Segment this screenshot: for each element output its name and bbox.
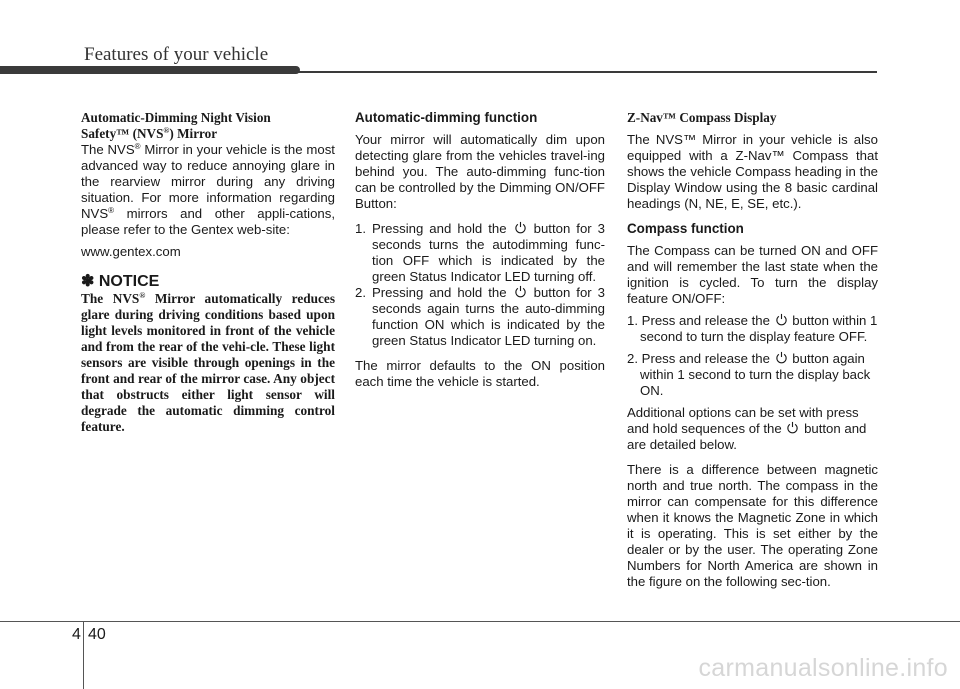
list-item: 2. Pressing and hold the button for 3 seconds again turns the auto-dimming function ON which is indicated by the green Status Indicator LED turning on. — [355, 285, 606, 348]
compass-options: Additional options can be set with press and hold sequences of the button and are detailed below. — [627, 405, 867, 452]
chapter-number: 4 — [72, 626, 81, 643]
auto-dimming-intro: Your mirror will automatically dim upon detecting glare from the vehicles travel-ing behind you. The auto-dimming func-tion can be controlled by the Dimming ON/OFF Button: — [355, 132, 605, 211]
power-button-icon — [514, 221, 527, 234]
auto-dimming-outro: The mirror defaults to the ON position each time the vehicle is started. — [355, 358, 605, 389]
footer-rule — [0, 621, 960, 622]
compass-steps — [627, 313, 878, 399]
header-rule — [296, 71, 877, 73]
nvs-heading: Automatic-Dimming Night Vision Safety™ (NVS®) Mirror — [81, 110, 271, 141]
header-title: Features of your vehicle — [84, 44, 269, 65]
power-button-icon — [775, 351, 788, 364]
column-compass — [627, 110, 878, 590]
compass-intro: The NVS™ Mirror in your vehicle is also equipped with a Z-Nav™ Compass that shows the vehicle Compass heading in the Display Window using the 8 basic cardinal headings (N, NE, E, SE, etc.). — [627, 132, 878, 211]
page-number: 40 — [88, 626, 106, 643]
compass-function-intro: The Compass can be turned ON and OFF and will remember the last state when the ignition is cycled. To turn the display feature ON/OFF: — [627, 243, 878, 306]
compass-outro: There is a difference between magnetic north and true north. The compass in the mirror can compensate for this difference when it knows the Magnetic Zone in which it is operating. This is set either by the dealer or by the user. The operating Zone Numbers for North America are shown in the figure on the following sec-tion. — [627, 462, 878, 589]
power-button-icon — [775, 313, 788, 326]
auto-dimming-steps — [355, 221, 605, 349]
notice-body: The NVS® Mirror automatically reduces glare during driving conditions based upon light levels monitored in front of the vehicle and from the rear of the vehi-cle. These light sensors are visible through openings in the front and rear of the mirror case. Any object that obstructs either light sensor will degrade the automatic dimming control feature. — [81, 291, 335, 434]
power-button-icon — [514, 285, 527, 298]
header-bar — [0, 66, 300, 74]
list-item: 1. Press and release the button within 1 second to turn the display feature OFF. — [627, 313, 878, 344]
notice-heading: ✽ NOTICE — [81, 273, 160, 290]
power-button-icon — [786, 421, 799, 434]
compass-function-heading: Compass function — [627, 221, 744, 236]
footer-divider — [83, 622, 84, 689]
gentex-url[interactable]: www.gentex.com — [81, 244, 181, 259]
list-item: 2. Press and release the button again within 1 second to turn the display back ON. — [627, 351, 871, 398]
column-auto-dimming — [355, 110, 605, 390]
list-item: 1. Pressing and hold the button for 3 seconds turns the autodimming func-tion OFF which is indicated by the green Status Indicator LED turning off. — [355, 221, 606, 284]
nvs-paragraph: The NVS® Mirror in your vehicle is the most advanced way to reduce annoying glare in the rearview mirror during any driving situation. For more information regarding NVS® mirrors and other appli-cations, please refer to the Gentex web-site: — [81, 142, 335, 237]
auto-dimming-heading: Automatic-dimming function — [355, 110, 538, 125]
watermark: carmanualsonline.info — [698, 654, 948, 682]
column-nvs-mirror — [81, 110, 335, 435]
compass-heading: Z-Nav™ Compass Display — [627, 110, 777, 125]
